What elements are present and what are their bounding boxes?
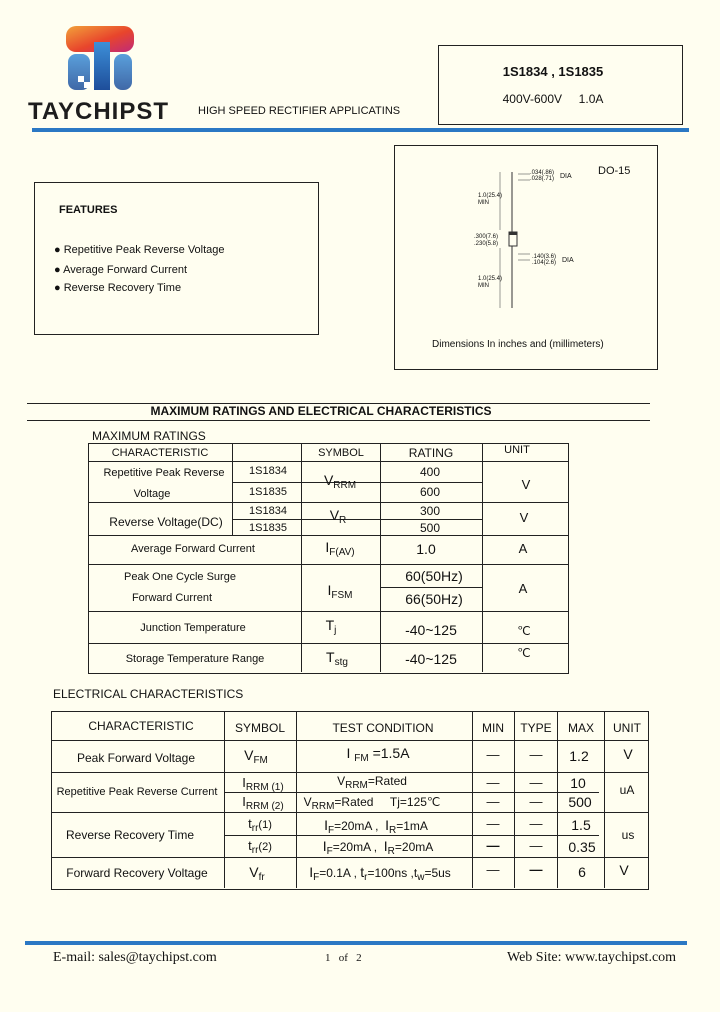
tstg-characteristic: Storage Temperature Range <box>125 653 265 665</box>
ifsm-unit: A <box>518 581 528 596</box>
table-rule <box>88 611 568 612</box>
ifsm-symbol: $I_{FSM}$ <box>327 582 353 601</box>
vr-part-1s1835: 1S1835 <box>249 522 287 534</box>
trr-condition-2: $I_F=20mA$ , $I_R=20mA$ <box>322 838 434 857</box>
irrm-max-2: 500 <box>568 794 592 810</box>
electrical-label: ELECTRICAL CHARACTERISTICS <box>53 687 244 701</box>
table-rule <box>232 443 233 535</box>
dim-lead-length-bottom: 1.0(25.4) MIN <box>478 276 503 289</box>
table-rule <box>51 857 648 858</box>
trr-max-1: 1.5 <box>571 817 591 833</box>
brand-name: TAYCHIPST <box>28 98 170 125</box>
voltage-current-rating: 400V-600V 1.0A <box>502 92 604 106</box>
col-header-type: TYPE <box>520 721 552 735</box>
table-rule <box>482 443 483 672</box>
package-name: DO-15 <box>598 165 631 177</box>
col-header-max: MAX <box>567 721 595 735</box>
table-rule <box>51 812 648 813</box>
feature-item: ● Repetitive Peak Reverse Voltage <box>54 244 225 256</box>
tstg-rating: -40~125 <box>405 651 457 667</box>
vfm-type: — <box>529 747 543 762</box>
if-symbol: $I_{F(AV)}$ <box>325 539 355 558</box>
document-subtitle: HIGH SPEED RECTIFIER APPLICATINS <box>198 105 401 117</box>
table-rule <box>232 482 482 483</box>
ifsm-rating-1: 60(50Hz) <box>405 568 463 584</box>
if-unit: A <box>518 541 528 556</box>
company-logo <box>64 24 136 94</box>
vr-rating-1s1834: 300 <box>419 504 441 518</box>
table-rule <box>514 711 515 888</box>
irrm-min-1: — <box>486 775 500 790</box>
feature-item-label: Average Forward Current <box>63 264 187 276</box>
trr-type-1: — <box>529 816 543 831</box>
part-numbers: 1S1834 , 1S1835 <box>502 64 604 79</box>
feature-item-label: Reverse Recovery Time <box>63 282 182 294</box>
dim-body-dia-label: DIA <box>562 257 574 264</box>
irrm-condition-1: $V_{RRM}=Rated$ <box>337 774 407 791</box>
trr-min-1: — <box>486 816 500 831</box>
table-rule <box>224 711 225 888</box>
tj-symbol: $T_j$ <box>325 617 337 636</box>
trr-type-2: — <box>529 838 543 853</box>
part-number-box <box>438 45 683 125</box>
footer-website[interactable]: Web Site: www.taychipst.com <box>507 950 677 965</box>
table-rule <box>88 535 568 536</box>
col-header-symbol: SYMBOL <box>234 721 286 735</box>
max-ratings-label: MAXIMUM RATINGS <box>92 429 206 443</box>
table-rule <box>51 772 648 773</box>
tj-rating: -40~125 <box>405 622 457 638</box>
vrrm-unit: V <box>521 477 531 492</box>
table-rule <box>88 643 568 644</box>
irrm-symbol-1: $I_{RRM (1)}$ <box>242 775 284 793</box>
col-header-rating: RATING <box>408 446 454 460</box>
footer-divider <box>25 941 687 945</box>
tj-unit: ℃ <box>517 624 531 638</box>
table-rule <box>604 711 605 888</box>
vr-symbol: $V_R$ <box>329 507 347 526</box>
feature-item-label: Repetitive Peak Reverse Voltage <box>63 244 225 256</box>
table-rule <box>88 502 568 503</box>
vfr-characteristic: Forward Recovery Voltage <box>66 866 208 880</box>
col-header-min: MIN <box>482 721 504 735</box>
trr-condition-1: $I_F=20mA$ , $I_R=1mA$ <box>324 817 428 836</box>
trr-symbol-1: $t_{rr}(1)$ <box>248 816 272 834</box>
vfm-min: — <box>486 747 500 762</box>
vfm-max: 1.2 <box>569 748 589 764</box>
irrm-type-1: — <box>529 775 543 790</box>
table-rule <box>51 740 648 741</box>
irrm-symbol-2: $I_{RRM (2)}$ <box>242 794 284 812</box>
vfm-characteristic: Peak Forward Voltage <box>76 751 196 765</box>
tstg-unit: ℃ <box>517 646 531 660</box>
section-title: MAXIMUM RATINGS AND ELECTRICAL CHARACTERISTICS <box>150 404 492 418</box>
col-header-test-condition: TEST CONDITION <box>332 721 434 735</box>
dim-body-diameter: .140(3.6) .104(2.6) <box>532 254 557 266</box>
vrrm-rating-1s1835: 600 <box>419 485 441 499</box>
table-rule <box>301 443 302 672</box>
vr-unit: V <box>519 510 529 525</box>
vfr-min: — <box>486 862 500 877</box>
table-rule <box>232 519 482 520</box>
table-rule <box>88 564 568 565</box>
col-header-unit: UNIT <box>613 721 641 735</box>
vrrm-part-1s1834: 1S1834 <box>249 465 287 477</box>
footer-email[interactable]: E-mail: sales@taychipst.com <box>53 950 217 965</box>
vrrm-symbol: $V_{RRM}$ <box>323 472 357 491</box>
vfr-max: 6 <box>578 864 586 880</box>
header-divider <box>32 128 689 132</box>
trr-characteristic: Reverse Recovery Time <box>65 828 195 842</box>
vfm-condition: I $_{FM}$ =1.5A <box>346 745 410 764</box>
table-rule <box>296 711 297 888</box>
diode-outline-drawing <box>470 168 580 328</box>
section-rule-bottom <box>27 420 650 421</box>
feature-item: ● Reverse Recovery Time <box>54 282 182 294</box>
irrm-unit: uA <box>619 783 635 797</box>
col-header-characteristic: CHARACTERISTIC <box>111 447 209 459</box>
vfm-unit: V <box>623 746 633 762</box>
page-indicator: 1 of 2 <box>325 952 362 964</box>
vrrm-characteristic-line2: Voltage <box>133 488 171 500</box>
features-title: FEATURES <box>59 204 118 216</box>
ifsm-characteristic-line2: Forward Current <box>131 592 213 604</box>
trr-min-2: — <box>486 838 500 853</box>
tstg-symbol: $T_{stg}$ <box>326 649 348 668</box>
vfr-type: — <box>529 862 543 877</box>
table-rule <box>557 711 558 888</box>
trr-unit: us <box>621 828 635 842</box>
feature-item: ● Average Forward Current <box>54 264 187 276</box>
tj-characteristic: Junction Temperature <box>140 622 246 634</box>
vrrm-rating-1s1834: 400 <box>419 465 441 479</box>
trr-max-2: 0.35 <box>568 839 596 855</box>
irrm-max-1: 10 <box>570 775 586 791</box>
dim-lead-length-top: 1.0(25.4) MIN <box>478 193 503 206</box>
vr-part-1s1834: 1S1834 <box>249 505 287 517</box>
package-caption: Dimensions In inches and (millimeters) <box>432 339 604 350</box>
table-rule <box>380 587 482 588</box>
dim-body-length: .300(7.6) .230(5.8) <box>474 234 499 247</box>
trr-symbol-2: $t_{rr}(2)$ <box>248 838 272 856</box>
col-header-unit: UNIT <box>504 444 530 456</box>
irrm-min-2: — <box>486 794 500 809</box>
table-rule <box>472 711 473 888</box>
col-header-characteristic: CHARACTERISTIC <box>88 719 194 733</box>
col-header-symbol: SYMBOL <box>318 447 364 459</box>
if-characteristic: Average Forward Current <box>131 543 255 555</box>
if-rating: 1.0 <box>416 541 436 557</box>
ifsm-characteristic: Peak One Cycle Surge <box>124 571 236 583</box>
vfr-condition: $I_F=0.1A$ , $t_r=100ns$ $,t_w=5us$ <box>309 864 451 883</box>
vr-characteristic: Reverse Voltage(DC) <box>109 515 223 529</box>
vfm-symbol: $V_{FM}$ <box>244 747 268 766</box>
table-rule <box>88 461 568 462</box>
irrm-characteristic: Repetitive Peak Reverse Current <box>56 786 218 798</box>
vrrm-characteristic: Repetitive Peak Reverse <box>103 467 225 479</box>
ifsm-rating-2: 66(50Hz) <box>405 591 463 607</box>
vfr-symbol: $V_{fr}$ <box>249 864 265 883</box>
irrm-condition-2: $V_{RRM}=Rated$ Tj=125℃ <box>303 795 441 812</box>
dim-lead-dia-label: DIA <box>560 173 572 180</box>
vr-rating-1s1835: 500 <box>419 521 441 535</box>
dim-lead-diameter: .034(.86) .028(.71) <box>530 170 555 182</box>
vfr-unit: V <box>619 862 629 878</box>
irrm-type-2: — <box>529 794 543 809</box>
table-rule <box>380 443 381 672</box>
vrrm-part-1s1835: 1S1835 <box>249 486 287 498</box>
